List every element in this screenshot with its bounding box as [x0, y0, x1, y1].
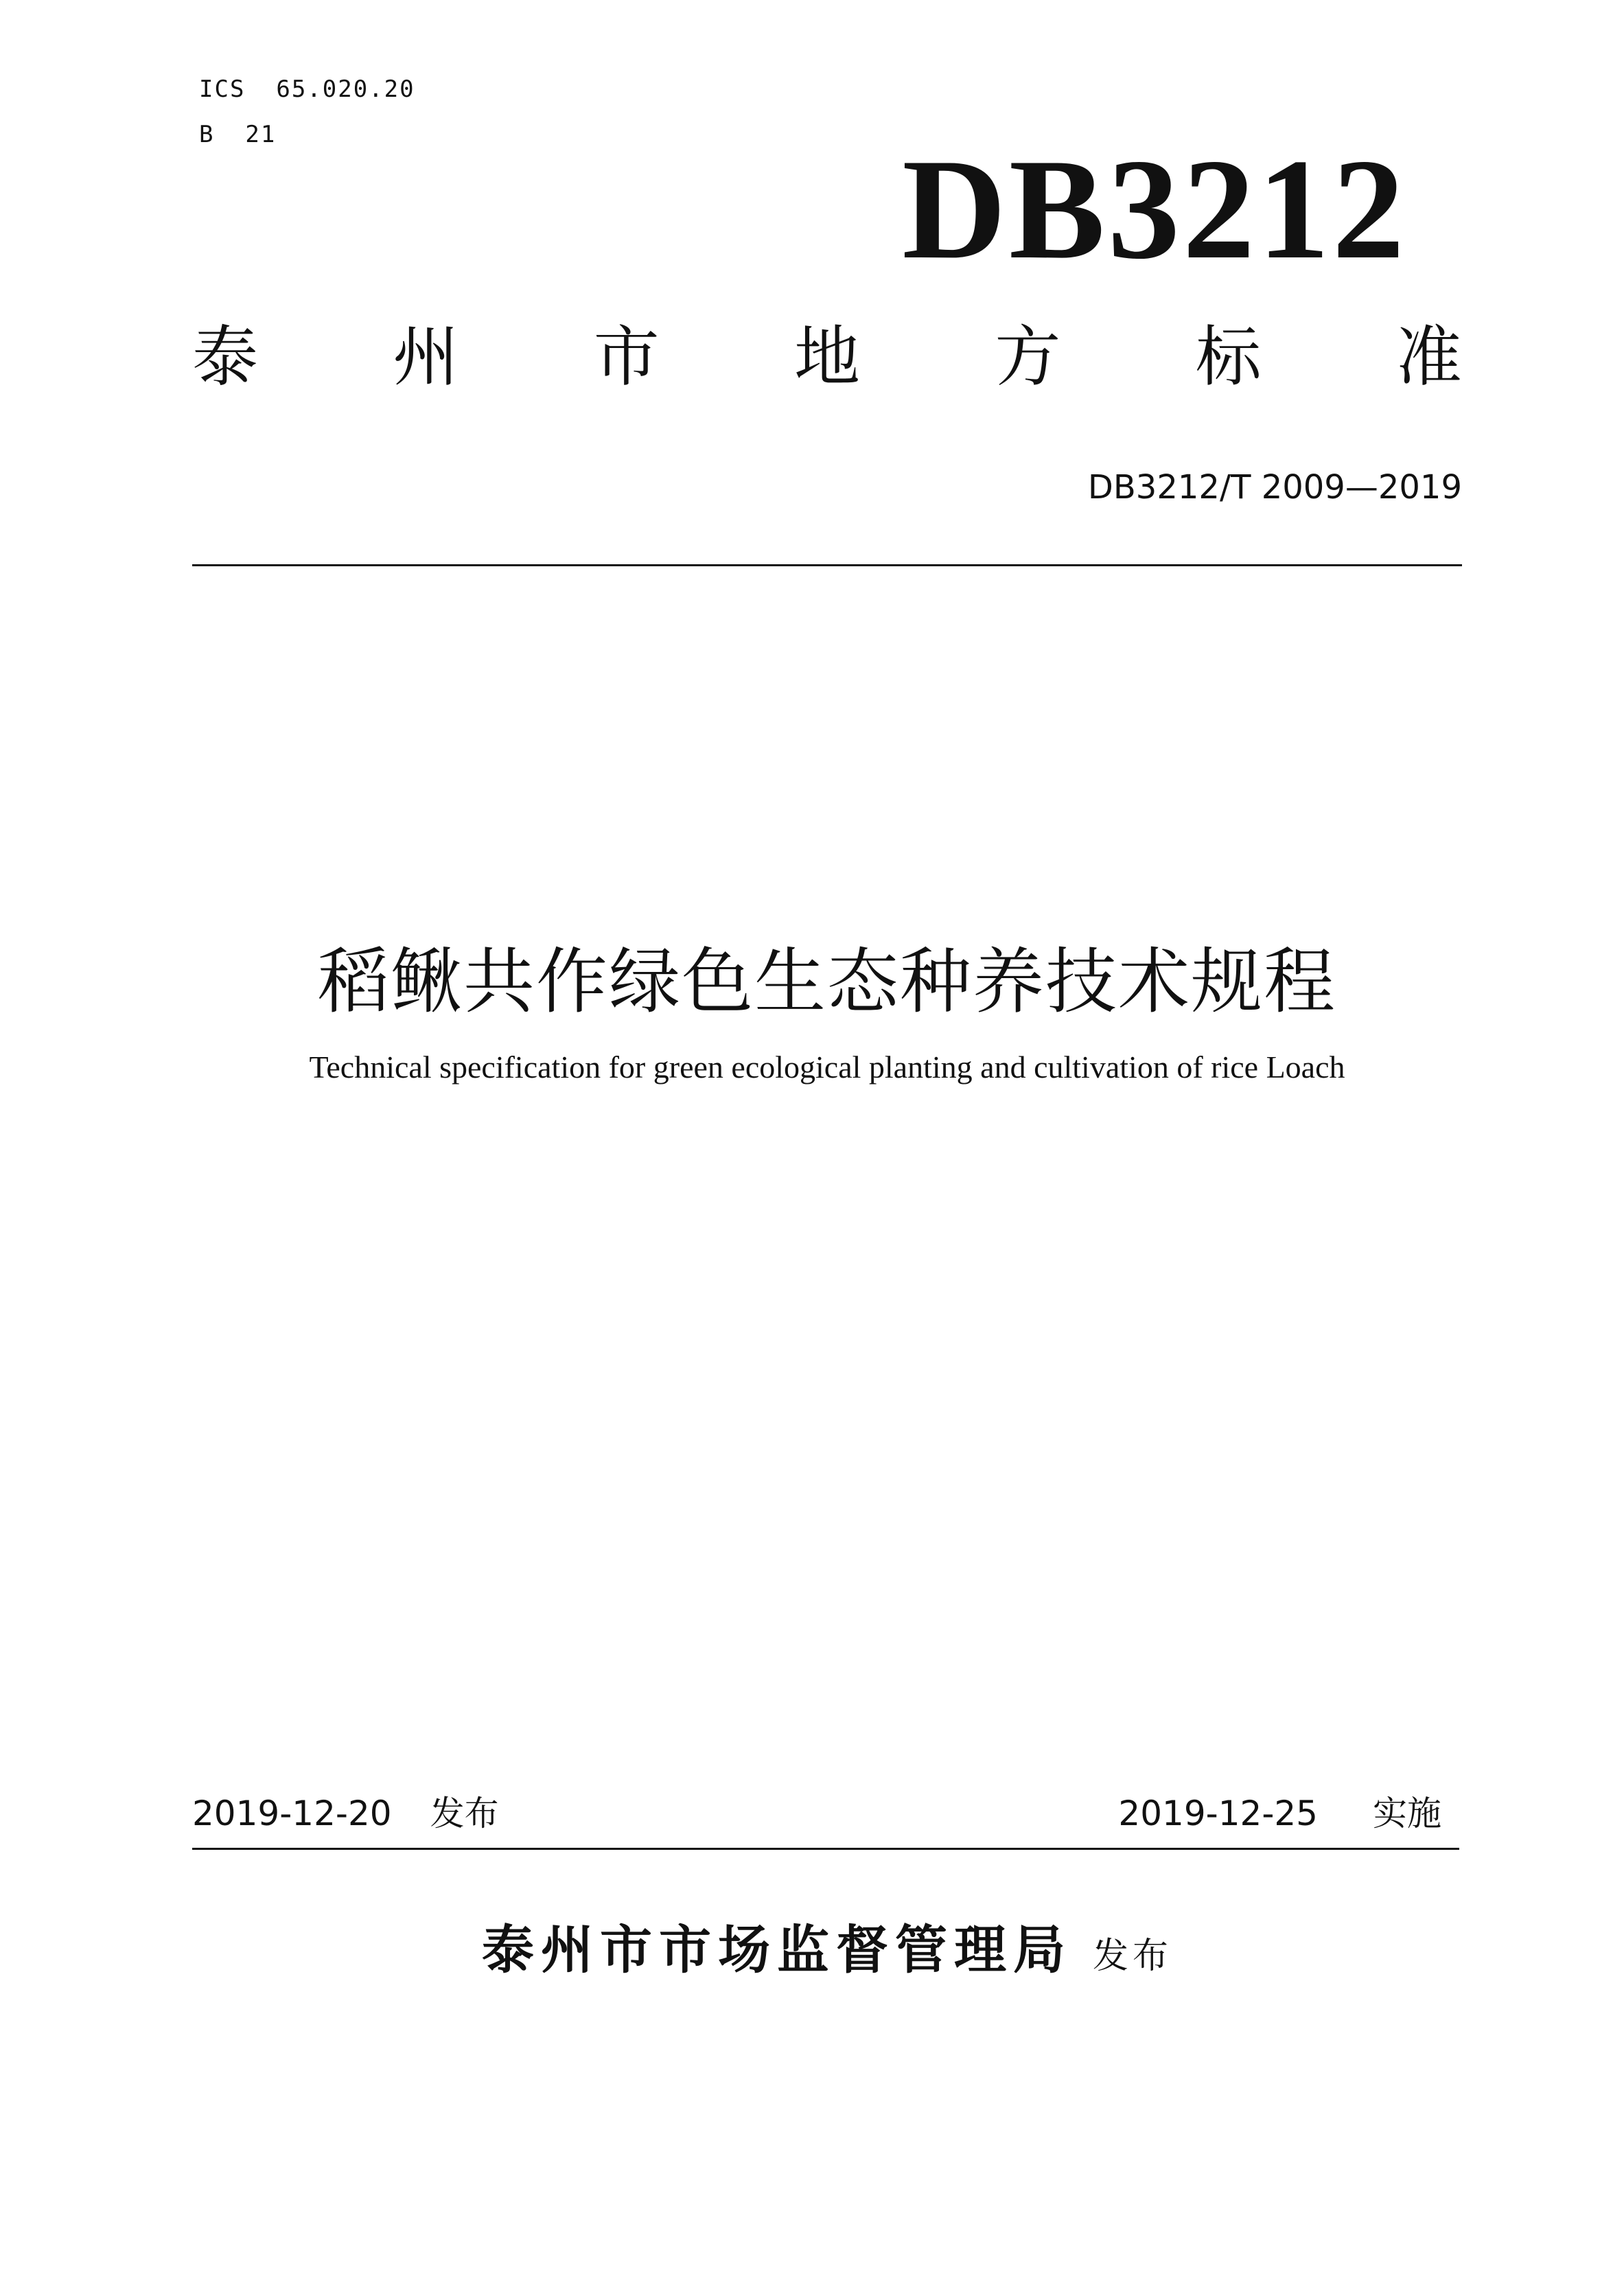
document-title-chinese: 稻鳅共作绿色生态种养技术规程 — [317, 940, 1336, 1023]
standard-type-char: 准 — [1395, 318, 1462, 395]
standard-type-char: 方 — [995, 318, 1061, 395]
standard-logo: DB3212 — [902, 130, 1407, 289]
issue-date: 2019-12-20 — [192, 1794, 392, 1833]
standard-type-char: 市 — [593, 318, 660, 395]
issuing-organization: 泰州市市场监督管理局 — [481, 1919, 1072, 1980]
standard-type-heading — [192, 312, 1462, 402]
issuer-line — [192, 1908, 1462, 1983]
standard-type-char: 标 — [1195, 318, 1262, 395]
implementation-label: 实施 — [1373, 1794, 1441, 1833]
document-title-english: Technical specification for green ecological planting and cultivation of rice Loach — [309, 1050, 1345, 1085]
ccs-code: B 21 — [199, 121, 277, 148]
footer-divider — [192, 1848, 1459, 1850]
ics-code: ICS 65.020.20 — [199, 76, 415, 103]
issuer-action: 发布 — [1092, 1936, 1172, 1977]
standard-type-char: 州 — [393, 318, 459, 395]
implementation-date: 2019-12-25 — [1118, 1794, 1318, 1833]
implementation-date-line — [1112, 1791, 1441, 1835]
issue-label: 发布 — [430, 1794, 499, 1833]
header-divider — [192, 564, 1462, 566]
standard-type-char: 泰 — [192, 318, 258, 395]
standard-type-char: 地 — [793, 318, 860, 395]
standard-number: DB3212/T 2009—2019 — [1087, 468, 1462, 507]
issue-date-line — [192, 1791, 499, 1835]
